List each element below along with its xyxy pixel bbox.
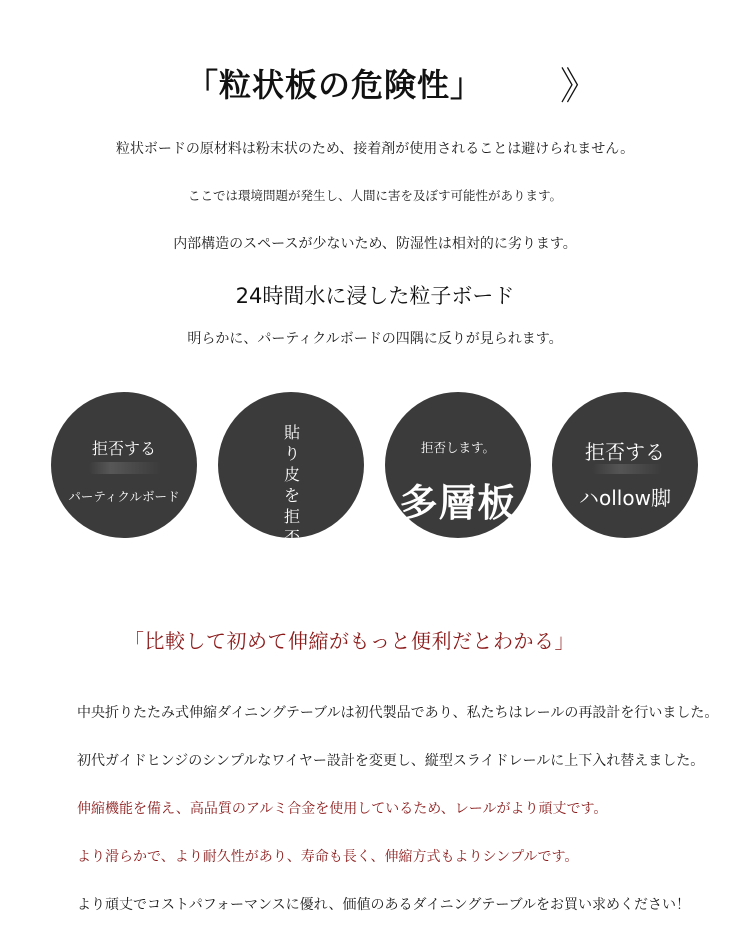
reject-particleboard-badge [51, 392, 197, 538]
intro-line-1: 粒状ボードの原材料は粉末状のため、接着剤が使用されることは避けられません。 [115, 141, 635, 157]
reject-hollow-leg-badge [552, 392, 698, 538]
reject-veneer-badge [218, 392, 364, 568]
comparison-title: 「比較して初めて伸縮がもっと便利だとわかる」 [124, 629, 575, 653]
reject-plywood-badge [385, 392, 531, 538]
intro-line-2: ここでは環境問題が発生し、人間に害を及ぼす可能性があります。 [187, 188, 562, 203]
intro-line-3: 内部構造のスペースが少ないため、防湿性は相対的に劣ります。 [173, 236, 577, 252]
badge-bottom-text: パーティクルボード [68, 489, 180, 504]
soak-title: 24時間水に浸した粒子ボード [235, 284, 515, 308]
badge-top-text: 拒否する [91, 439, 156, 458]
comparison-line: 初代ガイドヒンジのシンプルなワイヤー設計を変更し、縦型スライドレールに上下入れ替えました。 [77, 753, 705, 769]
comparison-line-highlight: より滑らかで、より耐久性があり、寿命も長く、伸縮方式もよりシンプルです。 [77, 849, 579, 865]
comparison-line-highlight: 伸縮機能を備え、高品質のアルミ合金を使用しているため、レールがより頑丈です。 [77, 801, 608, 817]
badge-bottom-text: ハollow脚 [579, 486, 671, 510]
badge-bottom-text: 多層板 [399, 481, 517, 525]
badge-top-text: 拒否する [585, 440, 665, 464]
soak-caption: 明らかに、パーティクルボードの四隅に反りが見られます。 [187, 331, 563, 347]
comparison-line: より頑丈でコストパフォーマンスに優れ、価値のあるダイニングテーブルをお買い求めください！ [77, 897, 691, 913]
chevron-right-icon: 》 [560, 64, 599, 108]
badge-vertical-text: 貼り皮を拒否す [283, 423, 300, 568]
badge-top-text: 拒否します。 [420, 440, 495, 455]
page-title: 「粒状板の危険性」 [186, 66, 484, 104]
badge-smudge [592, 464, 662, 474]
badge-smudge [89, 462, 161, 474]
comparison-line: 中央折りたたみ式伸縮ダイニングテーブルは初代製品であり、私たちはレールの再設計を行いました。 [77, 705, 719, 721]
